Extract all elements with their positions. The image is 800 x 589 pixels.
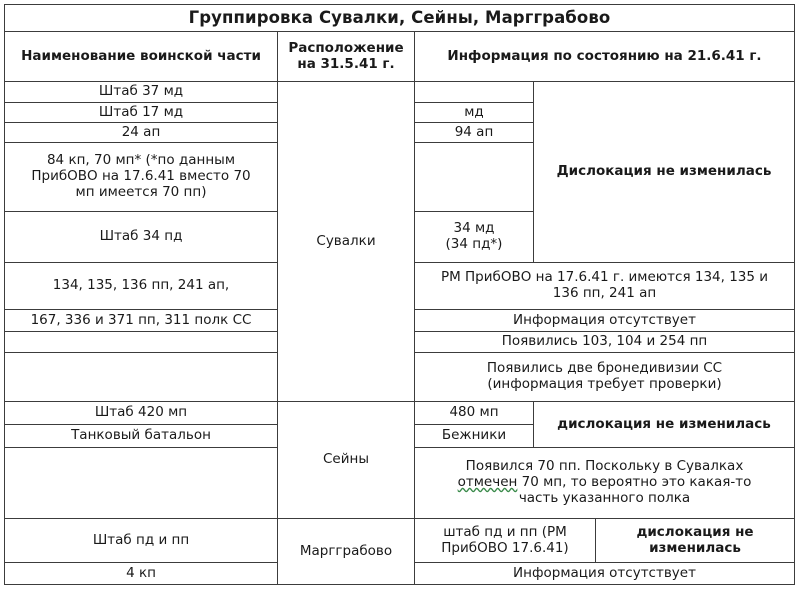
military-grouping-table — [4, 4, 795, 585]
status-note-no-information-last: Информация отсутствует — [414, 562, 795, 585]
table-row — [4, 142, 278, 212]
table-row: Штаб 420 мп — [4, 401, 278, 425]
status-ss-line1: Появились две бронедивизии СС — [486, 360, 723, 377]
location-cell-suwalki: Сувалки — [277, 81, 415, 402]
table-row-empty — [4, 447, 278, 519]
status-marg-line2: ПрибОВО 17.6.41) — [441, 539, 569, 556]
status-note-no-information: Информация отсутствует — [414, 309, 795, 332]
table-row: Штаб 17 мд — [4, 102, 278, 123]
status-marg-note-line2: изменилась — [649, 539, 741, 556]
table-row: Штаб 34 пд — [4, 211, 278, 263]
status-detail-cell-empty — [414, 142, 534, 212]
column-header-location-line2: на 31.5.41 г. — [297, 55, 395, 72]
status-seiny-line3: часть указанного полка — [518, 489, 691, 506]
status-marg-line1: штаб пд и пп (РМ — [443, 523, 567, 540]
table-row: Штаб 37 мд — [4, 81, 278, 103]
status-rm-line1: РМ ПрибОВО на 17.6.41 г. имеются 134, 135 и — [440, 269, 769, 286]
status-detail-cell: 94 ап — [414, 122, 534, 143]
status-note-appeared-103-104-254: Появились 103, 104 и 254 пп — [414, 331, 795, 353]
status-rm-line2: 136 пп, 241 ап — [552, 285, 657, 301]
status-note-70pp-appeared — [414, 447, 795, 519]
status-note-dislocation-unchanged-seiny: дислокация не изменилась — [533, 401, 795, 448]
status-34md-line1: 34 мд — [453, 220, 495, 237]
table-row: 24 ап — [4, 122, 278, 143]
status-marg-note-line1: дислокация не — [636, 523, 754, 540]
table-title: Группировка Сувалки, Сейны, Маргграбово — [4, 4, 795, 32]
status-34md-line2: (34 пд*) — [445, 236, 503, 252]
column-header-location — [277, 31, 415, 82]
table-row: 134, 135, 136 пп, 241 ап, — [4, 262, 278, 310]
status-note-rm-pribovo — [414, 262, 795, 310]
status-seiny-line2-rest: 70 мп, то вероятно это какая-то — [517, 474, 752, 491]
table-row-empty — [4, 331, 278, 353]
status-ss-line2: (информация требует проверки) — [487, 376, 722, 392]
status-detail-cell-marggrabowo — [414, 518, 596, 563]
status-detail-cell: Бежники — [414, 424, 534, 448]
column-header-unit-name: Наименование воинской части — [4, 31, 278, 82]
status-note-dislocation-unchanged-suwalki: Дислокация не изменилась — [533, 81, 795, 263]
status-detail-cell: 480 мп — [414, 401, 534, 425]
location-cell-seiny: Сейны — [277, 401, 415, 519]
table-row: 167, 336 и 371 пп, 311 полк СС — [4, 309, 278, 332]
status-detail-cell — [414, 211, 534, 263]
table-row: Танковый батальон — [4, 424, 278, 448]
unit-84kp-line1: 84 кп, 70 мп* (*по данным — [46, 152, 236, 169]
unit-84kp-line3: мп имеется 70 пп) — [75, 183, 207, 200]
column-header-location-line1: Расположение — [288, 39, 404, 56]
location-cell-marggrabowo: Маргграбово — [277, 518, 415, 585]
status-note-ss-armored-divisions — [414, 352, 795, 402]
status-detail-cell — [414, 81, 534, 103]
column-header-status: Информация по состоянию на 21.6.41 г. — [414, 31, 795, 82]
status-seiny-line2-misspelled: отмечен — [457, 474, 518, 491]
status-seiny-line1: Появился 70 пп. Поскольку в Сувалках — [465, 458, 744, 475]
unit-84kp-line2: ПрибОВО на 17.6.41 вместо 70 — [31, 168, 251, 185]
table-row: Штаб пд и пп — [4, 518, 278, 563]
status-detail-cell: мд — [414, 102, 534, 123]
table-row-empty — [4, 352, 278, 402]
table-row: 4 кп — [4, 562, 278, 585]
status-note-dislocation-unchanged-marggrabowo — [595, 518, 795, 563]
